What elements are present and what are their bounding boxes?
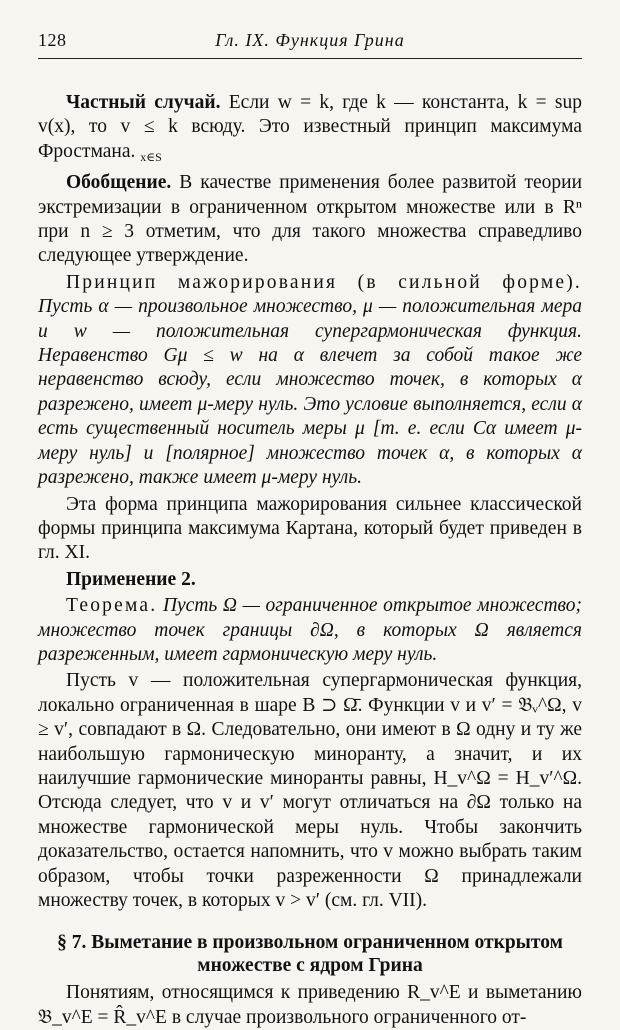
comparison-paragraph	[38, 493, 582, 566]
special-case-text: Если w = k, где k — константа, k = sup v(x), то v ≤ k всюду. Это известный принцип максимума Фростмана.	[38, 92, 583, 162]
page-number: 128	[38, 30, 67, 50]
page-header	[38, 30, 582, 59]
special-case-lead: Частный случай.	[66, 92, 221, 113]
proof-paragraph	[38, 669, 582, 913]
application-heading: Применение 2.	[66, 568, 196, 590]
theorem-lead: Теорема.	[66, 595, 158, 617]
section-intro-text: Понятиям, относящимся к приведению R_v^E и выметанию 𝔅_v^E = R̂_v^E в случае произвольного ограниченного от-	[38, 982, 582, 1028]
generalization-lead: Обобщение.	[66, 172, 172, 194]
majorization-lead: Принцип мажорирования (в сильной форме).	[66, 271, 582, 293]
generalization-paragraph	[38, 171, 582, 269]
majorization-text: Пусть α — произвольное множество, μ — положительная мера и w — положительная супергармоническая функция. Неравенство Gμ ≤ w на α влечет за собой такое же неравенство всюду, если множество точек, в которых α разрежено, имеет μ-меру нуль. Это условие выполняется, если α есть существенный носитель меры μ [т. е. если Cα имеет μ-меру нуль] и [полярное] множество точек α, в которых α разрежено, также имеет μ-меру нуль.	[38, 296, 582, 489]
comparison-text: Эта форма принципа мажорирования сильнее классической формы принципа максимума Картана, который будет приведен в гл. XI.	[38, 493, 582, 564]
proof-text: Пусть v — положительная супергармоническая функция, локально ограниченная в шаре B ⊃ Ω̄. Функции v и v′ = 𝔅ᵥ^Ω, v ≥ v′, совпадают в Ω. Следовательно, они имеют в Ω одну и ту же наибольшую гармоническую миноранту, а значит, и их наилучшие гармонические миноранты равны, H_v^Ω = H_v′^Ω. Отсюда следует, что v и v′ могут отличаться на ∂Ω только на множестве гармонической меры нуль. Чтобы закончить доказательство, остается напомнить, что v можно выбрать таким образом, чтобы точки разреженности Ω принадлежали множеству точек, в которых v > v′ (см. гл. VII).	[38, 670, 582, 911]
theorem-paragraph	[38, 594, 582, 667]
theorem-text: Пусть Ω — ограниченное открытое множество; множество точек границы ∂Ω, в которых Ω является разреженным, имеет гармоническую меру нуль.	[38, 595, 582, 665]
sup-subscript: x∈S	[140, 149, 162, 164]
section-heading: § 7. Выметание в произвольном ограниченном открытом множестве с ядром Грина	[57, 932, 563, 977]
section-intro-paragraph	[38, 981, 582, 1030]
application-paragraph	[38, 568, 582, 592]
majorization-paragraph	[38, 271, 582, 491]
special-case-paragraph	[38, 91, 582, 169]
generalization-text: В качестве применения более развитой теории экстремизации в ограниченном открытом множестве или в Rⁿ при n ≥ 3 отметим, что для такого множества справедливо следующее утверждение.	[38, 172, 583, 267]
running-title: Гл. IX. Функция Грина	[215, 30, 405, 50]
